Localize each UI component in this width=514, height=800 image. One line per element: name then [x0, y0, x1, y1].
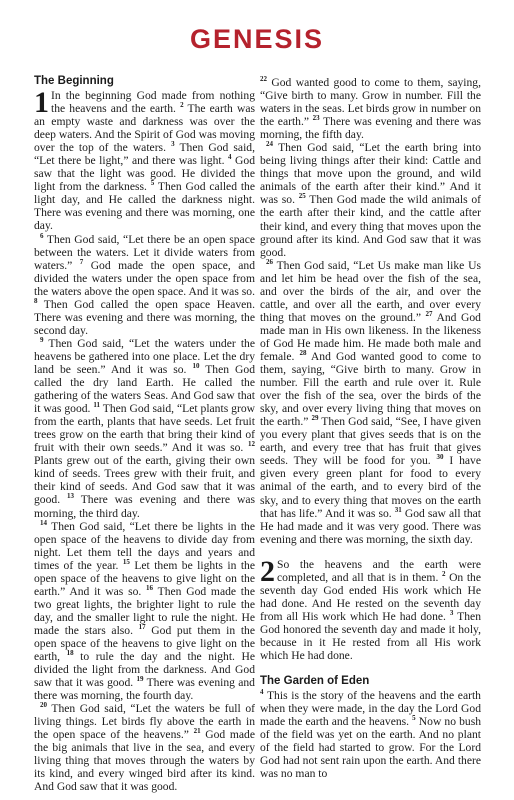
verse-number: 4 — [228, 153, 232, 162]
verse-number: 20 — [40, 701, 47, 710]
verse-paragraph — [260, 689, 481, 780]
chapter-number: 1 — [34, 86, 49, 119]
verse-text: Then God called the dry land Earth. He called the gathering of the waters Seas. And God saw that it was good. — [34, 362, 255, 416]
verse-paragraph — [34, 702, 255, 793]
verse-number: 31 — [394, 505, 402, 514]
verse-text: God made the open space, and divided the waters under the open space from the waters above the open space. And it was so. — [34, 258, 255, 298]
verse-number: 6 — [40, 231, 44, 240]
verse-number: 5 — [150, 179, 155, 188]
verse-number: 28 — [299, 349, 307, 358]
verse-text: God wanted good to come to them, saying, “Give birth to many. Grow in number. Fill the waters in the seas. Let birds grow in number on the earth.” — [260, 76, 481, 129]
verse-number: 21 — [193, 727, 201, 736]
chapter-number: 2 — [260, 554, 275, 588]
verse-text: Then God said, “Let there be an open space between the waters. Let it divide waters from waters.” — [34, 232, 255, 272]
verse-number: 12 — [248, 440, 255, 449]
verse-text: Then God said, “Let the waters under the heavens be gathered into one place. Let the dry land be seen.” And it was so. — [34, 336, 255, 376]
verse-text: Then God said, “Let the earth bring into being living things after their kind: Cattle and things that move upon the ground, and wild animals of the earth after their kind.” And it was so. — [260, 141, 481, 207]
verse-paragraph — [260, 76, 481, 141]
verse-number: 25 — [298, 192, 306, 201]
section-heading-eden: The Garden of Eden — [260, 675, 370, 688]
verse-number: 14 — [40, 518, 47, 527]
verse-text: Let them be lights in the open space of the heavens to give light on the earth.” And it was so. — [34, 558, 255, 598]
verse-number: 8 — [34, 296, 38, 305]
verse-text: Now no bush of the field was yet on the earth. And no plant of the field had started to grow. For the Lord God had not sent rain upon the earth. And there was no man to — [260, 715, 482, 781]
verse-number: 10 — [192, 362, 200, 371]
verse-number: 30 — [436, 453, 444, 462]
verse-number: 11 — [93, 401, 101, 410]
verse-text: God saw all that He had made and it was very good. There was evening and there was morning, the sixth day. — [260, 506, 481, 546]
verse-text: In the beginning God made from nothing the heavens and the earth. — [51, 89, 255, 116]
verse-text: On the seventh day God ended His work which He had done. And He rested on the seventh day from all His work which He had done. — [260, 570, 481, 623]
verse-number: 9 — [40, 336, 44, 345]
verse-text: God made the big animals that live in the sea, and every living thing that moves through the waters by its kind, and every winged bird after its kind. And God saw that it was good. — [34, 728, 255, 794]
verse-number: 18 — [66, 649, 74, 658]
verse-number: 16 — [146, 583, 154, 592]
verse-paragraph — [260, 259, 481, 546]
verse-text: Then God said, “Let the waters be full of living things. Let birds fly above the earth in the open space of the heavens.” — [34, 702, 255, 742]
right-column — [260, 76, 481, 780]
verse-text: And God wanted good to come to them, saying, “Give birth to many. Grow in number. Fill the earth and rule over it. Rule over the fish of the sea, over the birds of the sky, and over every living thing that moves on the earth.” — [260, 349, 481, 429]
verse-paragraph — [260, 554, 481, 663]
verse-number: 2 — [180, 101, 184, 110]
verse-text: There was evening and there was morning, the fifth day. — [260, 115, 481, 142]
verse-number: 22 — [260, 75, 267, 84]
verse-paragraph — [34, 337, 255, 520]
verse-number: 2 — [441, 569, 446, 578]
verse-text: Then God said, “Let Us make man like Us and let him be head over the fish of the sea, and over the birds of the air, and over the cattle, and over all the earth, and over every thing that moves on the ground.” — [260, 258, 481, 324]
verse-number: 23 — [312, 114, 320, 123]
verse-text: So the heavens and the earth were completed, and all that is in them. — [277, 557, 481, 584]
verse-paragraph — [34, 233, 255, 337]
verse-text: There was evening and there was morning, the third day. — [34, 493, 255, 520]
book-title: GENESIS — [189, 24, 325, 54]
verse-text: I have given every green plant for food to every animal of the earth, and to every bird of the sky, and to every thing that moves on the earth that has life.” And it was so. — [260, 454, 481, 520]
verse-paragraph — [34, 86, 255, 233]
verse-text: And God made man in His own likeness. In the likeness of God He made him. He made both male and female. — [260, 310, 481, 363]
verse-number: 15 — [122, 557, 130, 566]
verse-text: to rule the day and the night. He divided the light from the darkness. And God saw that it was good. — [34, 650, 256, 690]
verse-number: 7 — [79, 257, 84, 266]
verse-number: 5 — [412, 714, 416, 723]
verse-text: Then God made the two great lights, the brighter light to rule the day, and the smaller light to rule the night. He made the stars also. — [34, 584, 255, 637]
verse-number: 3 — [449, 609, 454, 618]
verse-number: 3 — [171, 140, 175, 149]
verse-text: Then God said, “See, I have given you every plant that gives seeds that is on the earth, and every tree that has fruit that gives seeds. They will be food for you. — [260, 415, 481, 468]
verse-text: Then God said, “Let there be lights in the open space of the heavens to divide day from night. Let them tell the days and years and times of the year. — [34, 519, 255, 572]
verse-text: Then God said, “Let there be light,” and there was light. — [34, 141, 255, 168]
verse-number: 26 — [266, 257, 273, 266]
verse-number: 27 — [425, 309, 433, 318]
verse-text: This is the story of the heavens and the earth when they were made, in the day the Lord God made the earth and the heavens. — [260, 689, 481, 729]
verse-text: Then God said, “Let plants grow from the earth, plants that have seeds. Let fruit trees grow on the earth that bring their kind of fruit with their own seeds.” And it was so. — [34, 402, 255, 455]
verse-number: 29 — [311, 414, 319, 423]
verse-text: The earth was an empty waste and darkness was over the deep waters. And the Spirit of God was moving over the top of the waters. — [34, 102, 255, 155]
verse-paragraph — [260, 141, 481, 258]
verse-number: 17 — [138, 623, 146, 632]
verse-number: 13 — [67, 492, 75, 501]
verse-text: Plants grew out of the earth, giving their own kind of seeds. Trees grew with their fruit, and their kind of seeds. And God saw that it was good. — [34, 454, 255, 507]
verse-number: 4 — [260, 688, 264, 697]
verse-text: God saw that the light was good. He divided the light from the darkness. — [34, 154, 255, 194]
left-column — [34, 74, 255, 794]
verse-text: Then God called the light day, and He called the darkness night. There was evening and there was morning, one day. — [34, 180, 255, 233]
section-heading-beginning: The Beginning — [34, 75, 114, 87]
verse-text: Then God honored the seventh day and made it holy, because in it He rested from all His work which He had done. — [260, 609, 481, 663]
verse-number: 24 — [266, 140, 273, 149]
verse-number: 19 — [136, 675, 144, 684]
verse-text: Then God called the open space Heaven. There was evening and there was morning, the second day. — [34, 297, 255, 337]
verse-text: There was evening and there was morning, the fourth day. — [34, 676, 255, 703]
verse-text: God put them in the open space of the heavens to give light on the earth, — [34, 623, 255, 664]
verse-text: Then God made the wild animals of the earth after their kind, and the cattle after their kind, and every thing that moves upon the ground after its kind. And God saw that it was good. — [260, 193, 481, 259]
verse-paragraph — [34, 520, 255, 703]
